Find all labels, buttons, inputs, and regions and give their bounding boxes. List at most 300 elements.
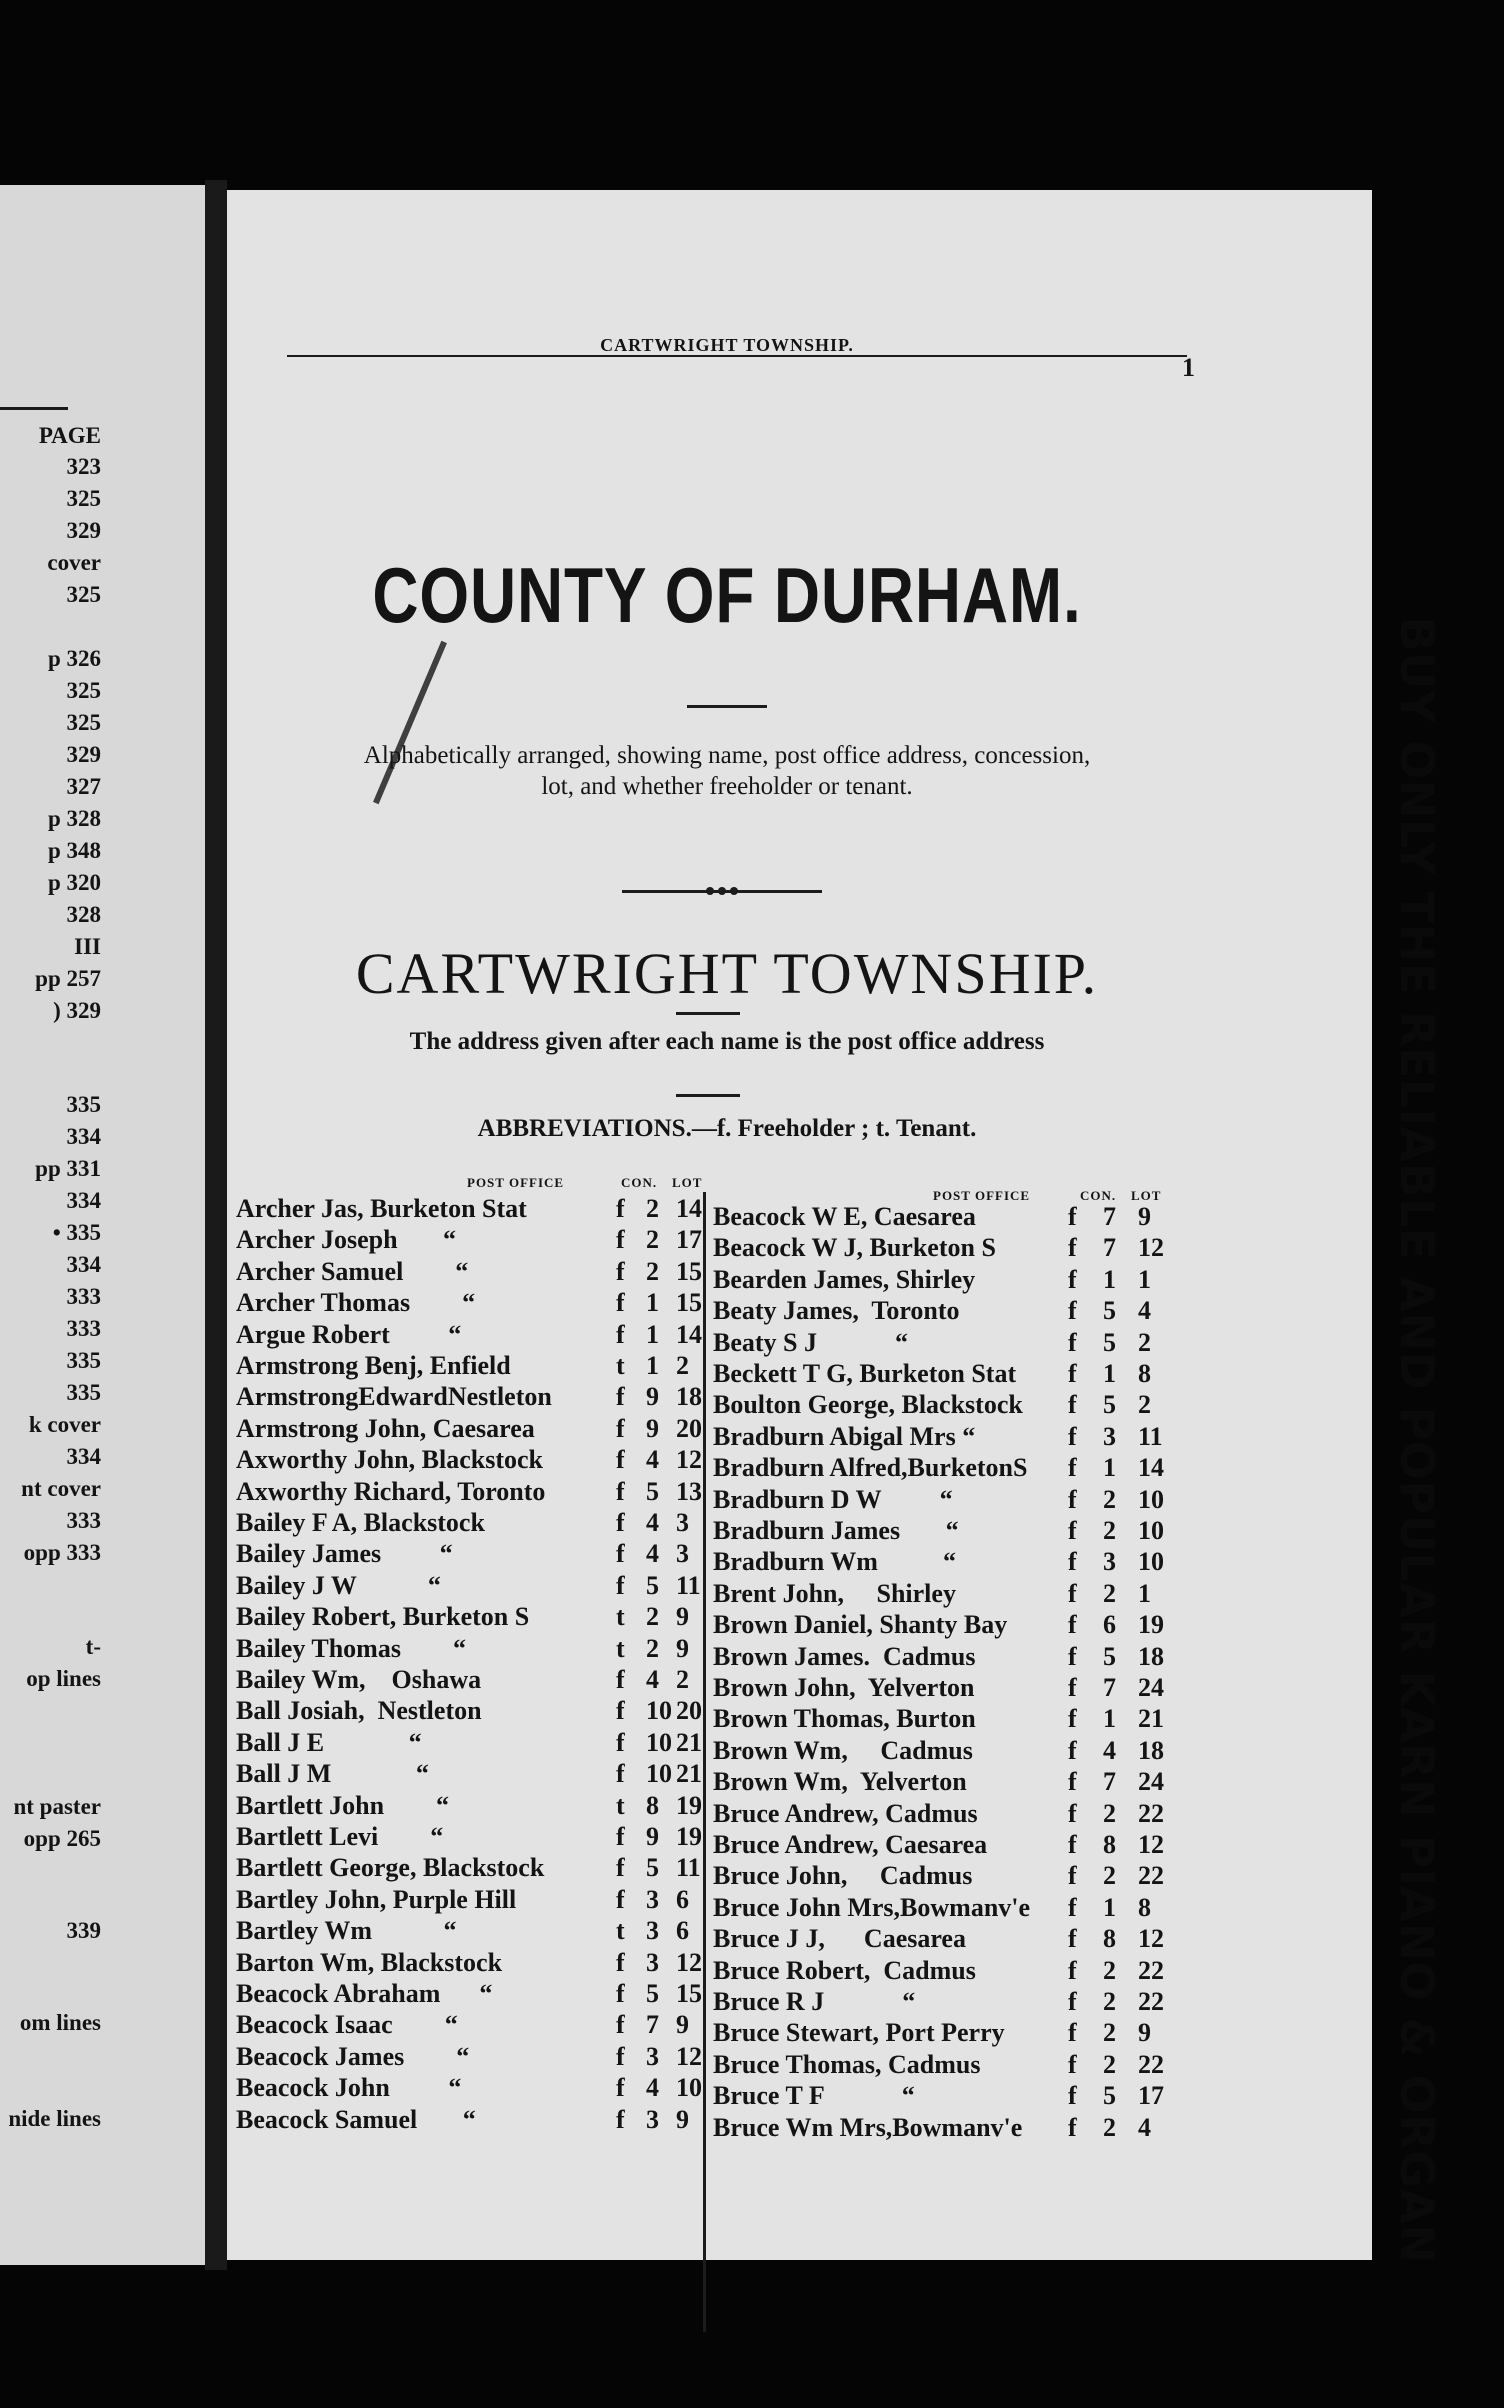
directory-entry xyxy=(713,1704,1183,1735)
entry-ft: f xyxy=(1068,1578,1077,1608)
entry-ft: f xyxy=(1068,2018,1077,2048)
entry-ft: f xyxy=(1068,1296,1077,1326)
entry-name: Brown Wm, Cadmus xyxy=(713,1735,973,1765)
entry-ft: f xyxy=(616,1288,625,1318)
directory-entry xyxy=(713,1861,1183,1892)
entry-con: 2 xyxy=(646,1225,659,1255)
entry-con: 5 xyxy=(1103,1390,1116,1420)
entry-ft: f xyxy=(616,1759,625,1789)
entry-con: 10 xyxy=(646,1727,672,1757)
directory-entry xyxy=(713,1233,1183,1264)
entry-name: Bradburn D W “ xyxy=(713,1484,953,1514)
directory-entry xyxy=(236,1194,706,1225)
entry-con: 3 xyxy=(1103,1547,1116,1577)
directory-entry xyxy=(713,1830,1183,1861)
entry-con: 5 xyxy=(646,1570,659,1600)
entry-ft: f xyxy=(1068,2081,1077,2111)
entry-con: 9 xyxy=(646,1382,659,1412)
entry-lot: 24 xyxy=(1138,1767,1164,1797)
directory-entry xyxy=(713,1642,1183,1673)
entry-ft: f xyxy=(616,1508,625,1537)
index-row: nide lines xyxy=(8,2106,101,2131)
entry-name: Ball J E “ xyxy=(236,1727,422,1757)
entry-con: 5 xyxy=(646,1979,659,2008)
note-rule xyxy=(676,1094,740,1097)
entry-lot: 19 xyxy=(1138,1610,1164,1640)
entry-con: 4 xyxy=(1103,1735,1116,1765)
entry-name: Bartlett Levi “ xyxy=(236,1822,444,1851)
directory-entry xyxy=(236,1382,706,1413)
directory-entry xyxy=(713,1579,1183,1610)
left-con-header: CON. xyxy=(621,1175,658,1190)
entry-ft: t xyxy=(616,1633,625,1663)
entry-lot: 9 xyxy=(676,1633,689,1663)
entry-name: Bradburn James “ xyxy=(713,1516,959,1545)
karn-ad-text: BUY ONLY THE RELIABLE AND POPULAR KARN PIANO & ORGAN xyxy=(1390,616,1444,2264)
entry-ft: f xyxy=(616,1979,625,2008)
entry-lot: 6 xyxy=(676,1884,689,1914)
entry-name: Axworthy John, Blackstock xyxy=(236,1445,543,1475)
entry-ft: f xyxy=(616,1256,625,1286)
entry-ft: f xyxy=(616,2104,625,2134)
index-row: 334 xyxy=(66,1444,101,1469)
entry-ft: f xyxy=(1068,1673,1077,1702)
entry-con: 2 xyxy=(1103,1798,1116,1828)
entry-con: 5 xyxy=(1103,1296,1116,1326)
entry-ft: f xyxy=(616,1696,625,1726)
entry-con: 9 xyxy=(646,1413,659,1443)
entry-lot: 14 xyxy=(676,1319,702,1349)
entry-ft: t xyxy=(616,1790,625,1820)
entry-lot: 21 xyxy=(676,1727,702,1757)
entry-name: Bruce J J, Caesarea xyxy=(713,1924,966,1954)
directory-entry xyxy=(236,2042,706,2073)
entry-con: 2 xyxy=(646,1633,659,1663)
entry-name: Bailey Thomas “ xyxy=(236,1633,466,1663)
index-row: 333 xyxy=(66,1508,101,1533)
entry-lot: 2 xyxy=(676,1351,689,1380)
entry-con: 3 xyxy=(646,1916,659,1946)
entry-con: 9 xyxy=(646,1822,659,1851)
entry-name: Bartlett John “ xyxy=(236,1790,450,1820)
directory-entry xyxy=(236,1602,706,1633)
entry-name: Argue Robert “ xyxy=(236,1319,462,1349)
entry-lot: 22 xyxy=(1138,1955,1164,1985)
entry-ft: f xyxy=(1068,1359,1077,1388)
entry-lot: 4 xyxy=(1138,2112,1151,2142)
directory-entry xyxy=(236,1257,706,1288)
index-row: nt paster xyxy=(13,1794,101,1819)
entry-con: 2 xyxy=(1103,2112,1116,2142)
index-row: 327 xyxy=(66,774,101,799)
entry-lot: 2 xyxy=(1138,1390,1151,1420)
entry-con: 2 xyxy=(646,1256,659,1286)
index-row: 334 xyxy=(66,1124,101,1149)
entry-name: Beacock W J, Burketon S xyxy=(713,1233,996,1263)
entry-con: 1 xyxy=(1103,1892,1116,1922)
directory-entry xyxy=(713,1422,1183,1453)
entry-lot: 3 xyxy=(676,1508,689,1537)
entry-lot: 14 xyxy=(676,1194,702,1223)
index-rule xyxy=(0,407,68,410)
township-rule xyxy=(676,1012,740,1015)
entry-con: 5 xyxy=(1103,1327,1116,1357)
entry-ft: f xyxy=(1068,2112,1077,2142)
entry-lot: 12 xyxy=(1138,1233,1164,1263)
entry-name: Ball J M “ xyxy=(236,1759,429,1789)
entry-lot: 18 xyxy=(1138,1735,1164,1765)
directory-entry xyxy=(236,1508,706,1539)
directory-entry xyxy=(236,1728,706,1759)
entry-name: Beckett T G, Burketon Stat xyxy=(713,1359,1017,1388)
entry-name: Beaty James, Toronto xyxy=(713,1296,960,1326)
directory-entry xyxy=(236,1791,706,1822)
right-lot-header: LOT xyxy=(1131,1188,1162,1203)
entry-name: Bradburn Wm “ xyxy=(713,1547,956,1577)
directory-entry xyxy=(236,1539,706,1570)
entry-name: Bailey J W “ xyxy=(236,1570,441,1600)
directory-entry xyxy=(236,1477,706,1508)
index-row: 334 xyxy=(66,1188,101,1213)
entry-ft: f xyxy=(1068,1892,1077,1922)
entry-con: 5 xyxy=(646,1853,659,1883)
entry-con: 2 xyxy=(1103,1578,1116,1608)
intro-line-1: Alphabetically arranged, showing name, post office address, concession, xyxy=(363,742,1091,769)
entry-name: Barton Wm, Blackstock xyxy=(236,1947,503,1977)
index-row: p 328 xyxy=(47,806,101,831)
entry-name: Bailey Wm, Oshawa xyxy=(236,1665,482,1694)
entry-ft: f xyxy=(616,1319,625,1349)
abbreviations: ABBREVIATIONS.—f. Freeholder ; t. Tenant. xyxy=(477,1115,977,1142)
index-row: 328 xyxy=(66,902,101,927)
entry-name: Bartlett George, Blackstock xyxy=(236,1853,545,1883)
entry-ft: f xyxy=(616,1853,625,1883)
entry-name: Bruce Robert, Cadmus xyxy=(713,1955,976,1985)
entry-ft: f xyxy=(1068,1704,1077,1734)
entry-lot: 17 xyxy=(1138,2081,1164,2111)
entry-con: 2 xyxy=(1103,1484,1116,1514)
index-row: pp 331 xyxy=(35,1156,101,1181)
entry-ft: f xyxy=(1068,1264,1077,1294)
entry-con: 8 xyxy=(646,1790,659,1820)
index-row: 329 xyxy=(66,518,101,543)
entry-lot: 10 xyxy=(676,2073,702,2103)
entry-lot: 6 xyxy=(676,1916,689,1946)
entry-name: Bruce R J “ xyxy=(713,1987,916,2016)
entry-lot: 14 xyxy=(1138,1453,1164,1483)
entry-name: Brent John, Shirley xyxy=(713,1578,956,1608)
entry-name: Boulton George, Blackstock xyxy=(713,1390,1023,1420)
intro-text xyxy=(267,740,1187,802)
directory-entry xyxy=(713,2081,1183,2112)
directory-entry xyxy=(713,1736,1183,1767)
entry-name: Bruce John, Cadmus xyxy=(713,1861,973,1891)
entry-name: Bailey F A, Blackstock xyxy=(236,1508,485,1537)
directory-entry xyxy=(713,2018,1183,2049)
entry-lot: 21 xyxy=(1138,1704,1164,1734)
entry-ft: f xyxy=(616,1947,625,1977)
entry-lot: 10 xyxy=(1138,1547,1164,1577)
entry-lot: 10 xyxy=(1138,1484,1164,1514)
entry-name: Bailey Robert, Burketon S xyxy=(236,1602,530,1632)
directory-entry xyxy=(236,1665,706,1696)
entry-con: 4 xyxy=(646,1539,659,1569)
index-row: • 335 xyxy=(52,1220,101,1245)
directory-entry xyxy=(713,1328,1183,1359)
directory-entry xyxy=(236,2105,706,2136)
entry-name: Brown Daniel, Shanty Bay xyxy=(713,1610,1008,1640)
entry-con: 2 xyxy=(646,1602,659,1632)
entry-lot: 12 xyxy=(1138,1830,1164,1859)
entry-ft: f xyxy=(616,2073,625,2103)
entry-ft: f xyxy=(1068,1390,1077,1420)
entry-con: 2 xyxy=(1103,2018,1116,2048)
entry-name: Bruce Andrew, Caesarea xyxy=(713,1830,988,1859)
entry-lot: 12 xyxy=(676,2041,702,2071)
entry-ft: f xyxy=(1068,1767,1077,1797)
index-row: 333 xyxy=(66,1284,101,1309)
entry-name: Beacock W E, Caesarea xyxy=(713,1202,976,1231)
entry-lot: 2 xyxy=(676,1665,689,1694)
directory-entry xyxy=(236,1853,706,1884)
entry-con: 7 xyxy=(646,2010,659,2040)
entry-ft: f xyxy=(1068,1202,1077,1231)
entry-lot: 20 xyxy=(676,1696,702,1726)
entry-ft: f xyxy=(1068,1735,1077,1765)
entry-ft: f xyxy=(616,1445,625,1475)
entry-name: Bruce T F “ xyxy=(713,2081,915,2111)
entry-lot: 22 xyxy=(1138,1798,1164,1828)
index-row: 325 xyxy=(66,582,101,607)
entry-name: Beacock Isaac “ xyxy=(236,2010,458,2040)
entry-ft: f xyxy=(1068,1453,1077,1483)
directory-entry xyxy=(236,1320,706,1351)
entry-ft: f xyxy=(1068,1798,1077,1828)
entry-con: 1 xyxy=(1103,1453,1116,1483)
entry-ft: f xyxy=(1068,1233,1077,1263)
directory-entry xyxy=(713,1799,1183,1830)
entry-con: 2 xyxy=(1103,1955,1116,1985)
directory-entry xyxy=(713,1987,1183,2018)
directory-entry xyxy=(713,1265,1183,1296)
entry-con: 4 xyxy=(646,2073,659,2103)
entry-lot: 11 xyxy=(676,1853,701,1883)
entry-lot: 18 xyxy=(1138,1641,1164,1671)
entry-ft: f xyxy=(616,1884,625,1914)
entry-lot: 20 xyxy=(676,1413,702,1443)
directory-entry xyxy=(236,1822,706,1853)
entry-con: 7 xyxy=(1103,1767,1116,1797)
entry-ft: f xyxy=(616,2041,625,2071)
directory-entry xyxy=(713,1485,1183,1516)
directory-entry xyxy=(236,1571,706,1602)
index-row: 325 xyxy=(66,678,101,703)
entry-name: Archer Joseph “ xyxy=(236,1225,457,1255)
ornament-rule xyxy=(622,890,822,893)
entry-ft: f xyxy=(616,1665,625,1694)
directory-entry xyxy=(713,1924,1183,1955)
entry-lot: 22 xyxy=(1138,1987,1164,2016)
directory-page xyxy=(227,190,1444,2264)
entry-con: 2 xyxy=(1103,1861,1116,1891)
right-post-office-header: POST OFFICE xyxy=(933,1188,1031,1203)
directory-entry xyxy=(713,1202,1183,1233)
entry-name: Ball Josiah, Nestleton xyxy=(236,1696,482,1726)
directory-entry xyxy=(236,1351,706,1382)
entry-lot: 13 xyxy=(676,1476,702,1506)
entry-name: Bartley John, Purple Hill xyxy=(236,1884,517,1914)
entry-name: Brown James. Cadmus xyxy=(713,1641,976,1671)
entry-lot: 12 xyxy=(1138,1924,1164,1954)
entry-name: Beacock Abraham “ xyxy=(236,1979,493,2008)
directory-entry xyxy=(713,2113,1183,2144)
entry-lot: 11 xyxy=(676,1570,701,1600)
entry-lot: 2 xyxy=(1138,1327,1151,1357)
entry-ft: f xyxy=(1068,1516,1077,1545)
entry-ft: f xyxy=(1068,1547,1077,1577)
directory-entry xyxy=(713,1610,1183,1641)
directory-entry xyxy=(713,1453,1183,1484)
entry-lot: 18 xyxy=(676,1382,702,1412)
entry-ft: f xyxy=(616,1570,625,1600)
page-number: 1 xyxy=(1182,353,1195,382)
facing-page-index xyxy=(0,185,205,2265)
entry-ft: f xyxy=(1068,1987,1077,2016)
index-row: ) 329 xyxy=(53,998,101,1023)
entry-lot: 22 xyxy=(1138,2049,1164,2079)
index-row: om lines xyxy=(19,2010,101,2035)
entry-con: 1 xyxy=(1103,1704,1116,1734)
entry-con: 1 xyxy=(1103,1359,1116,1388)
index-row: nt cover xyxy=(21,1476,101,1501)
entry-ft: f xyxy=(616,2010,625,2040)
entry-name: Archer Jas, Burketon Stat xyxy=(236,1194,527,1223)
entry-name: Bruce Thomas, Cadmus xyxy=(713,2049,981,2079)
entry-name: Brown John, Yelverton xyxy=(713,1673,975,1702)
index-row: 339 xyxy=(66,1918,101,1943)
entry-lot: 15 xyxy=(676,1256,702,1286)
entry-name: Bruce Wm Mrs,Bowmanv'e xyxy=(713,2112,1023,2142)
entry-ft: f xyxy=(1068,1641,1077,1671)
directory-entry xyxy=(236,1916,706,1947)
directory-entry xyxy=(713,1673,1183,1704)
index-row: III xyxy=(74,934,101,959)
entry-ft: f xyxy=(1068,1421,1077,1451)
entry-con: 7 xyxy=(1103,1233,1116,1263)
entry-con: 1 xyxy=(646,1288,659,1318)
entry-name: Beacock James “ xyxy=(236,2041,470,2071)
directory-entry xyxy=(713,1893,1183,1924)
index-row: 333 xyxy=(66,1316,101,1341)
directory-entry xyxy=(236,1634,706,1665)
entry-name: Bartley Wm “ xyxy=(236,1916,457,1946)
index-row: PAGE xyxy=(38,423,101,448)
entry-lot: 19 xyxy=(676,1790,702,1820)
entry-con: 7 xyxy=(1103,1202,1116,1231)
entry-lot: 12 xyxy=(676,1445,702,1475)
running-head: CARTWRIGHT TOWNSHIP. xyxy=(600,335,854,355)
entry-con: 4 xyxy=(646,1445,659,1475)
entry-name: Armstrong John, Caesarea xyxy=(236,1413,535,1443)
left-post-office-header: POST OFFICE xyxy=(467,1175,565,1190)
entry-con: 2 xyxy=(1103,1987,1116,2016)
entry-con: 5 xyxy=(1103,1641,1116,1671)
entry-ft: f xyxy=(1068,1484,1077,1514)
directory-entry xyxy=(236,2073,706,2104)
header-rule xyxy=(287,355,1187,357)
index-row: 335 xyxy=(66,1348,101,1373)
entry-lot: 11 xyxy=(1138,1421,1163,1451)
left-lot-header: LOT xyxy=(672,1175,703,1190)
entry-lot: 17 xyxy=(676,1225,702,1255)
entry-con: 4 xyxy=(646,1508,659,1537)
entry-ft: t xyxy=(616,1351,625,1380)
directory-entry xyxy=(713,1956,1183,1987)
entry-lot: 3 xyxy=(676,1539,689,1569)
index-row: 329 xyxy=(66,742,101,767)
entry-lot: 19 xyxy=(676,1822,702,1851)
entry-con: 3 xyxy=(646,2104,659,2134)
entry-name: Archer Thomas “ xyxy=(236,1288,476,1318)
entry-ft: f xyxy=(1068,1924,1077,1954)
entry-con: 4 xyxy=(646,1665,659,1694)
entry-con: 2 xyxy=(1103,2049,1116,2079)
entry-lot: 21 xyxy=(676,1759,702,1789)
entry-name: Bruce Stewart, Port Perry xyxy=(713,2018,1005,2048)
entry-lot: 8 xyxy=(1138,1359,1151,1388)
entry-lot: 12 xyxy=(676,1947,702,1977)
directory-entry xyxy=(713,1359,1183,1390)
directory-entry xyxy=(236,1225,706,1256)
title-rule xyxy=(687,705,767,708)
index-row: 325 xyxy=(66,486,101,511)
entry-con: 2 xyxy=(646,1194,659,1223)
index-row: t- xyxy=(85,1634,101,1659)
entry-name: Bruce John Mrs,Bowmanv'e xyxy=(713,1892,1031,1922)
entry-ft: f xyxy=(616,1382,625,1412)
entry-con: 10 xyxy=(646,1759,672,1789)
entry-name: Bailey James “ xyxy=(236,1539,453,1569)
directory-entry xyxy=(713,1516,1183,1547)
directory-entry xyxy=(236,1288,706,1319)
index-row: op lines xyxy=(26,1666,101,1691)
entry-name: Bradburn Alfred,BurketonS xyxy=(713,1453,1028,1483)
directory-entry xyxy=(236,1759,706,1790)
entry-lot: 9 xyxy=(1138,1202,1151,1231)
county-title: COUNTY OF DURHAM. xyxy=(372,551,1082,639)
entry-ft: t xyxy=(616,1916,625,1946)
entry-lot: 9 xyxy=(676,1602,689,1632)
entry-name: Beacock Samuel “ xyxy=(236,2104,476,2134)
right-con-header: CON. xyxy=(1080,1188,1117,1203)
entry-con: 5 xyxy=(1103,2081,1116,2111)
index-row: opp 265 xyxy=(23,1826,101,1851)
directory-entry xyxy=(713,1547,1183,1578)
directory-entry xyxy=(236,1885,706,1916)
index-row: cover xyxy=(47,550,101,575)
entry-con: 6 xyxy=(1103,1610,1116,1640)
entry-ft: f xyxy=(616,1727,625,1757)
side-advertisement xyxy=(1392,545,1442,2335)
entry-name: ArmstrongEdwardNestleton xyxy=(236,1382,552,1412)
entry-con: 10 xyxy=(646,1696,672,1726)
index-row: pp 257 xyxy=(35,966,101,991)
entry-lot: 8 xyxy=(1138,1892,1151,1922)
entry-ft: f xyxy=(1068,1610,1077,1640)
book-gutter xyxy=(205,180,227,2270)
entry-lot: 4 xyxy=(1138,1296,1151,1326)
entry-name: Axworthy Richard, Toronto xyxy=(236,1476,546,1506)
